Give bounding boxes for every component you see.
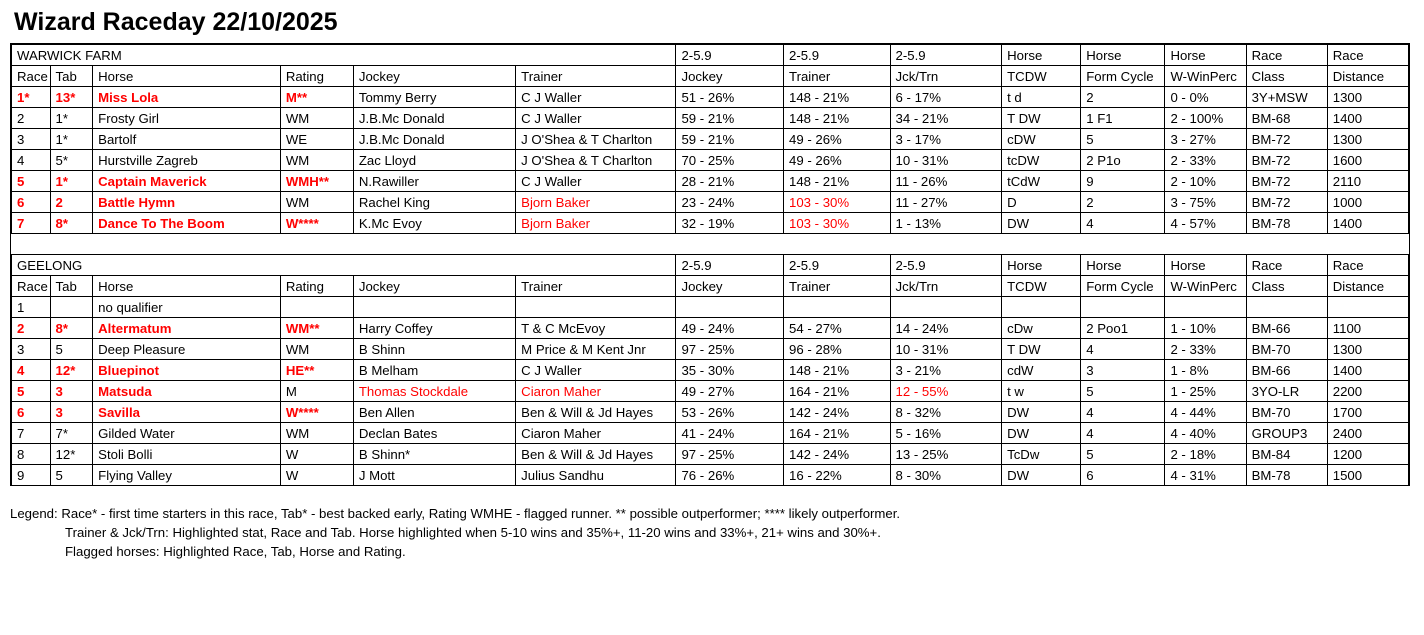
- cell-form-cycle: 1 F1: [1081, 108, 1165, 129]
- cell-jockey-stat: 41 - 24%: [676, 423, 784, 444]
- cell-jck-trn-stat: 10 - 31%: [890, 150, 1002, 171]
- column-header-rating: Rating: [280, 276, 353, 297]
- group-header-w-winperc: Horse: [1165, 255, 1246, 276]
- cell-rating: WM: [280, 150, 353, 171]
- cell-jockey: Zac Lloyd: [353, 150, 515, 171]
- cell-rating: WM: [280, 108, 353, 129]
- cell-horse: Miss Lola: [93, 87, 281, 108]
- cell-trainer: Julius Sandhu: [516, 465, 676, 486]
- column-header-w-winperc: W-WinPerc: [1165, 276, 1246, 297]
- group-header-jockey-stat: 2-5.9: [676, 255, 784, 276]
- cell-horse: Flying Valley: [93, 465, 281, 486]
- cell-trainer-stat: 16 - 22%: [784, 465, 891, 486]
- column-header-jck-trn-stat: Jck/Trn: [890, 276, 1002, 297]
- column-header-horse: Horse: [93, 276, 281, 297]
- cell-jockey-stat: 97 - 25%: [676, 444, 784, 465]
- column-header-trainer-stat: Trainer: [784, 276, 891, 297]
- cell-class: BM-72: [1246, 192, 1327, 213]
- table-row[interactable]: [12, 465, 1409, 486]
- cell-distance: 1600: [1327, 150, 1408, 171]
- cell-jockey: K.Mc Evoy: [353, 213, 515, 234]
- cell-jockey: B Shinn*: [353, 444, 515, 465]
- cell-trainer: C J Waller: [516, 108, 676, 129]
- table-row[interactable]: [12, 444, 1409, 465]
- cell-trainer-stat: 103 - 30%: [784, 213, 891, 234]
- cell-distance: 1100: [1327, 318, 1408, 339]
- cell-class: BM-78: [1246, 213, 1327, 234]
- column-header-tab: Tab: [50, 66, 93, 87]
- cell-rating: WE: [280, 129, 353, 150]
- cell-horse: Matsuda: [93, 381, 281, 402]
- cell-tcdw: tCdW: [1002, 171, 1081, 192]
- cell-tab: 5: [50, 339, 93, 360]
- cell-class: 3Y+MSW: [1246, 87, 1327, 108]
- cell-distance: 1500: [1327, 465, 1408, 486]
- cell-race: 3: [12, 339, 51, 360]
- cell-jck-trn-stat: 14 - 24%: [890, 318, 1002, 339]
- race-tables: [10, 43, 1410, 486]
- cell-horse: Bluepinot: [93, 360, 281, 381]
- cell-jockey-stat: 28 - 21%: [676, 171, 784, 192]
- cell-distance: 1200: [1327, 444, 1408, 465]
- column-header-jockey-stat: Jockey: [676, 276, 784, 297]
- cell-w-winperc: 2 - 18%: [1165, 444, 1246, 465]
- cell-trainer: T & C McEvoy: [516, 318, 676, 339]
- cell-form-cycle: 2: [1081, 87, 1165, 108]
- cell-tab: [50, 297, 93, 318]
- cell-trainer-stat: 148 - 21%: [784, 87, 891, 108]
- cell-form-cycle: 5: [1081, 129, 1165, 150]
- cell-jockey-stat: 59 - 21%: [676, 108, 784, 129]
- cell-jockey-stat: 97 - 25%: [676, 339, 784, 360]
- group-header-tcdw: Horse: [1002, 45, 1081, 66]
- cell-rating: WM: [280, 339, 353, 360]
- cell-tab: 1*: [50, 171, 93, 192]
- cell-rating: WM: [280, 423, 353, 444]
- cell-horse: Deep Pleasure: [93, 339, 281, 360]
- column-header-tcdw: TCDW: [1002, 276, 1081, 297]
- cell-rating: M**: [280, 87, 353, 108]
- cell-tcdw: t d: [1002, 87, 1081, 108]
- cell-jck-trn-stat: 10 - 31%: [890, 339, 1002, 360]
- cell-horse: Savilla: [93, 402, 281, 423]
- cell-trainer-stat: 148 - 21%: [784, 360, 891, 381]
- cell-jockey: J Mott: [353, 465, 515, 486]
- cell-class: BM-70: [1246, 339, 1327, 360]
- table-row[interactable]: [12, 87, 1409, 108]
- cell-horse: Battle Hymn: [93, 192, 281, 213]
- cell-trainer-stat: 103 - 30%: [784, 192, 891, 213]
- cell-jck-trn-stat: 8 - 30%: [890, 465, 1002, 486]
- table-row[interactable]: [12, 402, 1409, 423]
- column-header-trainer: Trainer: [516, 276, 676, 297]
- cell-tab: 3: [50, 402, 93, 423]
- cell-w-winperc: 3 - 75%: [1165, 192, 1246, 213]
- venue-name: WARWICK FARM: [12, 45, 676, 66]
- cell-form-cycle: [1081, 297, 1165, 318]
- cell-w-winperc: 2 - 33%: [1165, 339, 1246, 360]
- cell-jockey-stat: 51 - 26%: [676, 87, 784, 108]
- cell-trainer: C J Waller: [516, 87, 676, 108]
- cell-tab: 3: [50, 381, 93, 402]
- cell-race: 5: [12, 171, 51, 192]
- cell-jockey: Declan Bates: [353, 423, 515, 444]
- cell-trainer: Ben & Will & Jd Hayes: [516, 444, 676, 465]
- cell-class: BM-84: [1246, 444, 1327, 465]
- column-header-jockey: Jockey: [353, 66, 515, 87]
- cell-tcdw: DW: [1002, 465, 1081, 486]
- cell-jockey: B Shinn: [353, 339, 515, 360]
- cell-distance: 1400: [1327, 360, 1408, 381]
- cell-w-winperc: 2 - 100%: [1165, 108, 1246, 129]
- cell-jockey-stat: 23 - 24%: [676, 192, 784, 213]
- cell-jockey: [353, 297, 515, 318]
- legend-line-1: Legend: Race* - first time starters in this race, Tab* - best backed early, Rating WMHE - flagged runner. ** possible outperformer; **** likely outperformer.: [10, 506, 901, 521]
- cell-class: BM-66: [1246, 318, 1327, 339]
- column-header-form-cycle: Form Cycle: [1081, 276, 1165, 297]
- cell-form-cycle: 5: [1081, 381, 1165, 402]
- group-header-trainer-stat: 2-5.9: [784, 45, 891, 66]
- cell-trainer-stat: 49 - 26%: [784, 150, 891, 171]
- cell-jck-trn-stat: 3 - 21%: [890, 360, 1002, 381]
- legend: [10, 504, 1424, 561]
- race-table: [11, 44, 1409, 486]
- cell-tcdw: D: [1002, 192, 1081, 213]
- cell-jck-trn-stat: 34 - 21%: [890, 108, 1002, 129]
- cell-horse: Altermatum: [93, 318, 281, 339]
- cell-rating: W****: [280, 402, 353, 423]
- cell-w-winperc: 4 - 40%: [1165, 423, 1246, 444]
- group-header-distance: Race: [1327, 255, 1408, 276]
- cell-race: 6: [12, 402, 51, 423]
- cell-form-cycle: 2 P1o: [1081, 150, 1165, 171]
- cell-w-winperc: 0 - 0%: [1165, 87, 1246, 108]
- cell-class: BM-66: [1246, 360, 1327, 381]
- cell-form-cycle: 4: [1081, 423, 1165, 444]
- cell-rating: WM**: [280, 318, 353, 339]
- group-header-jck-trn-stat: 2-5.9: [890, 255, 1002, 276]
- cell-tcdw: DW: [1002, 402, 1081, 423]
- cell-form-cycle: 2 Poo1: [1081, 318, 1165, 339]
- cell-jockey-stat: 35 - 30%: [676, 360, 784, 381]
- cell-form-cycle: 2: [1081, 192, 1165, 213]
- cell-tab: 8*: [50, 213, 93, 234]
- cell-class: [1246, 297, 1327, 318]
- cell-tcdw: DW: [1002, 423, 1081, 444]
- cell-jockey: Tommy Berry: [353, 87, 515, 108]
- cell-race: 7: [12, 423, 51, 444]
- cell-rating: W: [280, 465, 353, 486]
- table-row[interactable]: [12, 213, 1409, 234]
- cell-race: 9: [12, 465, 51, 486]
- cell-distance: 1400: [1327, 213, 1408, 234]
- cell-class: BM-72: [1246, 150, 1327, 171]
- column-header-jockey: Jockey: [353, 276, 515, 297]
- cell-race: 8: [12, 444, 51, 465]
- cell-w-winperc: 1 - 25%: [1165, 381, 1246, 402]
- table-row[interactable]: [12, 318, 1409, 339]
- cell-w-winperc: 4 - 44%: [1165, 402, 1246, 423]
- table-row[interactable]: [12, 360, 1409, 381]
- table-row[interactable]: [12, 129, 1409, 150]
- cell-jockey: Thomas Stockdale: [353, 381, 515, 402]
- table-row[interactable]: [12, 381, 1409, 402]
- cell-tcdw: cDw: [1002, 318, 1081, 339]
- cell-race: 1*: [12, 87, 51, 108]
- cell-trainer-stat: 54 - 27%: [784, 318, 891, 339]
- group-header-class: Race: [1246, 255, 1327, 276]
- column-header-distance: Distance: [1327, 66, 1408, 87]
- cell-class: GROUP3: [1246, 423, 1327, 444]
- cell-tab: 13*: [50, 87, 93, 108]
- cell-trainer: C J Waller: [516, 171, 676, 192]
- cell-horse: Gilded Water: [93, 423, 281, 444]
- cell-jck-trn-stat: 3 - 17%: [890, 129, 1002, 150]
- cell-rating: M: [280, 381, 353, 402]
- cell-jck-trn-stat: 1 - 13%: [890, 213, 1002, 234]
- cell-tab: 12*: [50, 444, 93, 465]
- cell-tab: 5: [50, 465, 93, 486]
- cell-jockey-stat: 59 - 21%: [676, 129, 784, 150]
- cell-tab: 1*: [50, 129, 93, 150]
- cell-form-cycle: 4: [1081, 213, 1165, 234]
- cell-jockey: J.B.Mc Donald: [353, 129, 515, 150]
- column-header-jck-trn-stat: Jck/Trn: [890, 66, 1002, 87]
- group-header-form-cycle: Horse: [1081, 255, 1165, 276]
- cell-distance: 2400: [1327, 423, 1408, 444]
- cell-trainer: Ciaron Maher: [516, 381, 676, 402]
- cell-w-winperc: 3 - 27%: [1165, 129, 1246, 150]
- column-header-form-cycle: Form Cycle: [1081, 66, 1165, 87]
- cell-w-winperc: 4 - 31%: [1165, 465, 1246, 486]
- cell-trainer-stat: 142 - 24%: [784, 402, 891, 423]
- cell-class: BM-72: [1246, 171, 1327, 192]
- cell-rating: W: [280, 444, 353, 465]
- cell-distance: 1700: [1327, 402, 1408, 423]
- cell-jck-trn-stat: 6 - 17%: [890, 87, 1002, 108]
- cell-trainer-stat: 49 - 26%: [784, 129, 891, 150]
- table-row[interactable]: [12, 423, 1409, 444]
- cell-distance: 1300: [1327, 87, 1408, 108]
- group-header-form-cycle: Horse: [1081, 45, 1165, 66]
- column-header-horse: Horse: [93, 66, 281, 87]
- cell-race: 6: [12, 192, 51, 213]
- cell-rating: HE**: [280, 360, 353, 381]
- cell-tcdw: T DW: [1002, 108, 1081, 129]
- cell-trainer-stat: 142 - 24%: [784, 444, 891, 465]
- cell-jck-trn-stat: 11 - 26%: [890, 171, 1002, 192]
- legend-line-3: Flagged horses: Highlighted Race, Tab, Horse and Rating.: [65, 544, 406, 560]
- cell-jck-trn-stat: 12 - 55%: [890, 381, 1002, 402]
- cell-tcdw: cdW: [1002, 360, 1081, 381]
- cell-race: 5: [12, 381, 51, 402]
- cell-jockey-stat: 49 - 27%: [676, 381, 784, 402]
- cell-trainer: J O'Shea & T Charlton: [516, 150, 676, 171]
- cell-distance: [1327, 297, 1408, 318]
- cell-w-winperc: 2 - 33%: [1165, 150, 1246, 171]
- cell-jockey-stat: 76 - 26%: [676, 465, 784, 486]
- cell-tab: 2: [50, 192, 93, 213]
- cell-jockey-stat: 53 - 26%: [676, 402, 784, 423]
- cell-distance: 2110: [1327, 171, 1408, 192]
- column-header-row: [12, 66, 1409, 87]
- cell-jockey-stat: [676, 297, 784, 318]
- cell-trainer-stat: 164 - 21%: [784, 423, 891, 444]
- cell-race: 7: [12, 213, 51, 234]
- cell-race: 2: [12, 318, 51, 339]
- column-header-jockey-stat: Jockey: [676, 66, 784, 87]
- cell-rating: WMH**: [280, 171, 353, 192]
- cell-horse: Stoli Bolli: [93, 444, 281, 465]
- column-header-race: Race: [12, 66, 51, 87]
- cell-distance: 2200: [1327, 381, 1408, 402]
- cell-tcdw: T DW: [1002, 339, 1081, 360]
- cell-distance: 1400: [1327, 108, 1408, 129]
- cell-form-cycle: 3: [1081, 360, 1165, 381]
- cell-jck-trn-stat: 13 - 25%: [890, 444, 1002, 465]
- venue-header-row: [12, 255, 1409, 276]
- group-header-distance: Race: [1327, 45, 1408, 66]
- cell-jockey: N.Rawiller: [353, 171, 515, 192]
- cell-tcdw: t w: [1002, 381, 1081, 402]
- cell-tab: 8*: [50, 318, 93, 339]
- cell-jockey: B Melham: [353, 360, 515, 381]
- column-header-rating: Rating: [280, 66, 353, 87]
- cell-form-cycle: 9: [1081, 171, 1165, 192]
- raceday-page: [0, 8, 1424, 635]
- cell-horse: Dance To The Boom: [93, 213, 281, 234]
- table-row[interactable]: [12, 297, 1409, 318]
- table-row[interactable]: [12, 108, 1409, 129]
- cell-rating: W****: [280, 213, 353, 234]
- table-row[interactable]: [12, 150, 1409, 171]
- cell-tcdw: DW: [1002, 213, 1081, 234]
- cell-race: 4: [12, 150, 51, 171]
- cell-distance: 1000: [1327, 192, 1408, 213]
- venue-name: GEELONG: [12, 255, 676, 276]
- column-header-tab: Tab: [50, 276, 93, 297]
- cell-jockey: J.B.Mc Donald: [353, 108, 515, 129]
- cell-race: 1: [12, 297, 51, 318]
- cell-w-winperc: 4 - 57%: [1165, 213, 1246, 234]
- cell-horse: Hurstville Zagreb: [93, 150, 281, 171]
- cell-class: 3YO-LR: [1246, 381, 1327, 402]
- cell-distance: 1300: [1327, 339, 1408, 360]
- cell-race: 3: [12, 129, 51, 150]
- cell-jockey-stat: 70 - 25%: [676, 150, 784, 171]
- column-header-trainer: Trainer: [516, 66, 676, 87]
- cell-tcdw: [1002, 297, 1081, 318]
- cell-trainer-stat: [784, 297, 891, 318]
- cell-jockey-stat: 32 - 19%: [676, 213, 784, 234]
- cell-jck-trn-stat: 11 - 27%: [890, 192, 1002, 213]
- column-header-w-winperc: W-WinPerc: [1165, 66, 1246, 87]
- column-header-class: Class: [1246, 276, 1327, 297]
- cell-race: 2: [12, 108, 51, 129]
- cell-rating: WM: [280, 192, 353, 213]
- cell-race: 4: [12, 360, 51, 381]
- group-header-w-winperc: Horse: [1165, 45, 1246, 66]
- cell-horse: Bartolf: [93, 129, 281, 150]
- cell-trainer: Ben & Will & Jd Hayes: [516, 402, 676, 423]
- cell-tcdw: tcDW: [1002, 150, 1081, 171]
- cell-w-winperc: [1165, 297, 1246, 318]
- table-spacer: [12, 234, 1409, 255]
- column-header-row: [12, 276, 1409, 297]
- cell-form-cycle: 5: [1081, 444, 1165, 465]
- cell-trainer-stat: 96 - 28%: [784, 339, 891, 360]
- cell-w-winperc: 1 - 10%: [1165, 318, 1246, 339]
- cell-tcdw: TcDw: [1002, 444, 1081, 465]
- cell-form-cycle: 4: [1081, 339, 1165, 360]
- cell-trainer: M Price & M Kent Jnr: [516, 339, 676, 360]
- group-header-tcdw: Horse: [1002, 255, 1081, 276]
- cell-tab: 7*: [50, 423, 93, 444]
- table-row[interactable]: [12, 192, 1409, 213]
- cell-class: BM-72: [1246, 129, 1327, 150]
- cell-jockey: Rachel King: [353, 192, 515, 213]
- page-title: Wizard Raceday 22/10/2025: [14, 8, 338, 36]
- cell-form-cycle: 6: [1081, 465, 1165, 486]
- group-header-jck-trn-stat: 2-5.9: [890, 45, 1002, 66]
- cell-jockey: Harry Coffey: [353, 318, 515, 339]
- cell-trainer-stat: 148 - 21%: [784, 171, 891, 192]
- cell-class: BM-78: [1246, 465, 1327, 486]
- cell-distance: 1300: [1327, 129, 1408, 150]
- cell-horse: Captain Maverick: [93, 171, 281, 192]
- cell-tab: 1*: [50, 108, 93, 129]
- cell-rating: [280, 297, 353, 318]
- cell-trainer-stat: 148 - 21%: [784, 108, 891, 129]
- table-row[interactable]: [12, 171, 1409, 192]
- group-header-class: Race: [1246, 45, 1327, 66]
- table-row[interactable]: [12, 339, 1409, 360]
- cell-trainer: [516, 297, 676, 318]
- column-header-race: Race: [12, 276, 51, 297]
- column-header-class: Class: [1246, 66, 1327, 87]
- cell-jockey-stat: 49 - 24%: [676, 318, 784, 339]
- legend-line-2: Trainer & Jck/Trn: Highlighted stat, Race and Tab. Horse highlighted when 5-10 wins and 35%+, 11-20 wins and 33%+, 21+ wins and 30%+.: [65, 525, 881, 541]
- cell-trainer: J O'Shea & T Charlton: [516, 129, 676, 150]
- cell-w-winperc: 1 - 8%: [1165, 360, 1246, 381]
- cell-tab: 5*: [50, 150, 93, 171]
- cell-trainer: C J Waller: [516, 360, 676, 381]
- cell-horse: Frosty Girl: [93, 108, 281, 129]
- cell-w-winperc: 2 - 10%: [1165, 171, 1246, 192]
- venue-header-row: [12, 45, 1409, 66]
- cell-trainer-stat: 164 - 21%: [784, 381, 891, 402]
- cell-class: BM-68: [1246, 108, 1327, 129]
- cell-jockey: Ben Allen: [353, 402, 515, 423]
- column-header-distance: Distance: [1327, 276, 1408, 297]
- column-header-tcdw: TCDW: [1002, 66, 1081, 87]
- cell-jck-trn-stat: [890, 297, 1002, 318]
- group-header-jockey-stat: 2-5.9: [676, 45, 784, 66]
- cell-horse: no qualifier: [93, 297, 281, 318]
- cell-form-cycle: 4: [1081, 402, 1165, 423]
- cell-jck-trn-stat: 8 - 32%: [890, 402, 1002, 423]
- cell-class: BM-70: [1246, 402, 1327, 423]
- cell-trainer: Ciaron Maher: [516, 423, 676, 444]
- cell-trainer: Bjorn Baker: [516, 213, 676, 234]
- column-header-trainer-stat: Trainer: [784, 66, 891, 87]
- cell-tab: 12*: [50, 360, 93, 381]
- group-header-trainer-stat: 2-5.9: [784, 255, 891, 276]
- cell-jck-trn-stat: 5 - 16%: [890, 423, 1002, 444]
- cell-tcdw: cDW: [1002, 129, 1081, 150]
- cell-trainer: Bjorn Baker: [516, 192, 676, 213]
